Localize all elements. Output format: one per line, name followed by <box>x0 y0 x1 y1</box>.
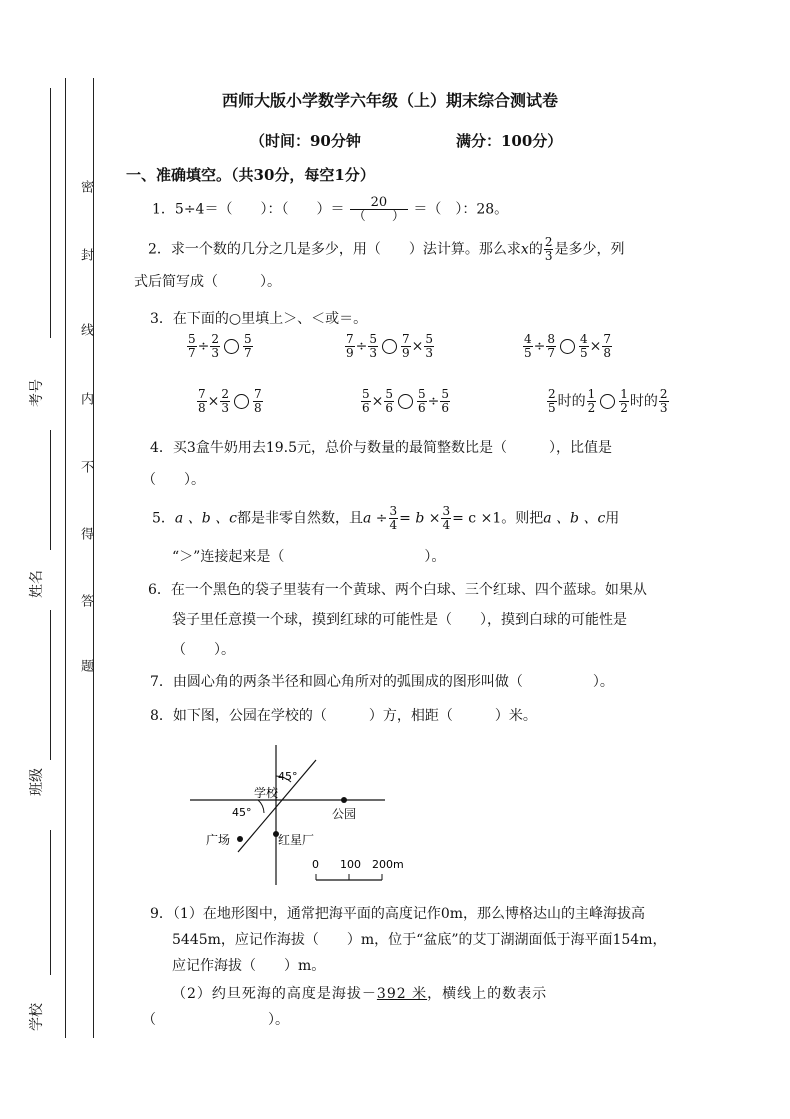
margin-line-inner <box>93 78 94 1038</box>
compare-circle[interactable] <box>600 394 615 409</box>
compare-circle[interactable] <box>224 339 239 354</box>
scale-label: 200m <box>372 858 404 871</box>
compare-item: $\frac{7}{9}$ ÷ $\frac{5}{3}$ $\frac{7}{9}$ × $\frac{5}{3}$ <box>346 332 434 360</box>
margin-line-outer <box>65 78 66 1038</box>
label-park: 公园 <box>332 807 357 821</box>
question-9-part2: （2）约旦死海的高度是海拔－392 米，横线上的数表示 <box>172 986 548 1002</box>
label-xingming: 姓名 <box>29 570 45 598</box>
direction-diagram <box>180 740 440 890</box>
question-4-line2: （ ）。 <box>142 472 205 488</box>
question-6-line2: 袋子里任意摸一个球，摸到红球的可能性是（ ），摸到白球的可能性是 <box>172 612 627 628</box>
field-line-banji <box>50 610 51 760</box>
scale-label: 100 <box>340 858 361 871</box>
seal-char: 封 <box>78 248 93 261</box>
label-angle-1: 45° <box>278 770 298 783</box>
field-line-xingming <box>50 430 51 550</box>
compare-item: $\frac{2}{5}$ 时的 $\frac{1}{2}$ $\frac{1}{2}$ 时的 $\frac{2}{3}$ <box>548 387 668 415</box>
label-square: 广场 <box>206 833 231 847</box>
question-5-line2: “＞”连接起来是（ ）。 <box>172 549 446 565</box>
seal-char: 线 <box>78 323 93 336</box>
section-heading: 一、准确填空。（共30分，每空1分） <box>126 166 375 184</box>
question-2: 2．求一个数的几分之几是多少，用（ ）法计算。那么求x的 $\frac{2}{3}$ 是多少，列 <box>148 235 625 263</box>
scale-label: 0 <box>312 858 319 871</box>
compare-circle[interactable] <box>560 339 575 354</box>
field-line-kaohao <box>50 88 51 338</box>
question-9-line5: （ ）。 <box>142 1012 289 1028</box>
question-6-line3: （ ）。 <box>172 642 235 658</box>
label-kaohao: 考号 <box>29 379 45 407</box>
label-angle-2: 45° <box>232 806 252 819</box>
question-8: 8．如下图，公园在学校的（ ）方，相距（ ）米。 <box>150 708 537 724</box>
compare-circle[interactable] <box>234 394 249 409</box>
seal-char: 得 <box>78 527 93 540</box>
question-9-line3: 应记作海拔（ ）m。 <box>172 958 326 974</box>
compare-circle[interactable] <box>382 339 397 354</box>
compare-item: $\frac{5}{7}$ ÷ $\frac{2}{3}$ $\frac{5}{7}$ <box>188 332 252 360</box>
seal-char: 题 <box>78 659 93 672</box>
field-line-xuexiao <box>50 830 51 975</box>
seal-char: 答 <box>78 594 93 607</box>
compare-item: $\frac{4}{5}$ ÷ $\frac{8}{7}$ $\frac{4}{5}$ × $\frac{7}{8}$ <box>524 332 612 360</box>
compare-item: $\frac{5}{6}$ × $\frac{5}{6}$ $\frac{5}{6}$ ÷ $\frac{5}{6}$ <box>362 387 450 415</box>
time-info: （时间：90分钟 <box>250 132 361 150</box>
question-1: 1．5÷4＝（ ）：（ ）＝ $\frac{20}{( )}$ ＝（ ）：28。 <box>152 195 509 224</box>
question-9-line2: 5445m，应记作海拔（ ）m，位于“盆底”的艾丁湖湖面低于海平面154m， <box>172 932 667 948</box>
question-6: 6．在一个黑色的袋子里装有一个黄球、两个白球、三个红球、四个蓝球。如果从 <box>148 582 647 598</box>
point-square <box>237 836 243 842</box>
label-school: 学校 <box>254 786 279 800</box>
question-2-line2: 式后简写成（ ）。 <box>134 274 281 290</box>
question-9: 9．（1）在地形图中，通常把海平面的高度记作0m，那么博格达山的主峰海拔高 <box>150 906 645 922</box>
seal-char: 不 <box>78 460 93 473</box>
compare-circle[interactable] <box>398 394 413 409</box>
score-info: 满分：100分） <box>456 132 563 150</box>
seal-char: 密 <box>78 180 93 193</box>
question-3: 3．在下面的○里填上＞、＜或＝。 <box>150 311 368 327</box>
label-banji: 班级 <box>29 768 45 796</box>
underlined-value: 392 米 <box>376 986 428 1002</box>
question-4: 4．买3盒牛奶用去19.5元，总价与数量的最简整数比是（ ），比值是 <box>150 440 612 456</box>
seal-char: 内 <box>78 392 93 405</box>
question-5: 5．a 、b 、c都是非零自然数，且a ÷ $\frac{3}{4}$ = b × $\frac{3}{4}$ = c ×1。则把a 、b 、c用 <box>152 504 620 532</box>
page-title: 西师大版小学数学六年级（上）期末综合测试卷 <box>222 91 559 110</box>
label-factory: 红星厂 <box>278 833 315 847</box>
label-xuexiao: 学校 <box>29 1003 45 1031</box>
point-park <box>341 797 347 803</box>
question-7: 7．由圆心角的两条半径和圆心角所对的弧围成的图形叫做（ ）。 <box>150 674 614 690</box>
angle-arc <box>258 800 264 813</box>
compare-item: $\frac{7}{8}$ × $\frac{2}{3}$ $\frac{7}{8}$ <box>198 387 262 415</box>
